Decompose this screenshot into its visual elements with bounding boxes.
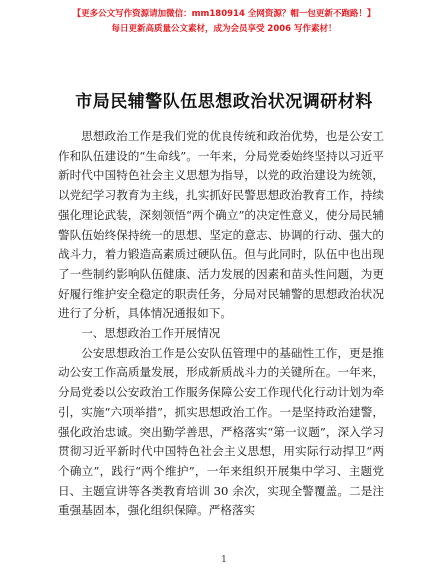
- promo-banner: [0, 7, 448, 37]
- page-number: 1: [221, 555, 227, 565]
- section-heading: 一、思想政治工作开展情况: [81, 326, 221, 341]
- document-body: [58, 127, 384, 521]
- intro-paragraph: 思想政治工作是我们党的优良传统和政治优势，也是公安工作和队伍建设的“生命线”。一年来，分局党委始终坚持以习近平新时代中国特色社会主义思想为指导，以党的政治建设为统领，以党纪学习教育为主线，扎实抓好民警思想政治教育工作，持续强化理论武装，深刻领悟“两个确立”的决定性意义，使分局民辅警队伍始终保持统一的思想、坚定的意志、协调的行动、强大的战斗力，着力锻造高素质过硬队伍。但与此同时，队伍中也出现了一些制约影响队伍健康、活力发展的因素和苗头性问题，为更好履行维护安全稳定的职责任务，分局对民辅警的思想政治状况进行了分析，具体情况通报如下。: [58, 129, 384, 321]
- promo-banner-line-1: 【更多公文写作资源请加微信：mm180914 全网资源？帽一包更新不跑路！】: [72, 9, 376, 19]
- document-title: 市局民辅警队伍思想政治状况调研材料: [75, 92, 373, 112]
- section-paragraph: 公安思想政治工作是公安队伍管理中的基础性工作，更是推动公安工作高质量发展，形成新质战斗力的关键所在。一年来，分局党委以公安政治工作服务保障公安工作现代化行动计划为牵引，实施“六项举措”，抓实思想政治工作。一是坚持政治建警，强化政治忠诚。突出勤学善思，严格落实“第一议题”，深入学习贯彻习近平新时代中国特色社会主义思想，用实际行动捍卫“两个确立”，践行“两个维护”，一年来组织开展集中学习、主题党日、主题宣讲等各类教育培训 30 余次，实现全警覆盖。二是注重强基固本，强化组织保障。严格落实: [58, 345, 384, 518]
- promo-banner-line-2: 每日更新高质量公文素材，成为会员享受 2006 写作素材！: [111, 24, 337, 34]
